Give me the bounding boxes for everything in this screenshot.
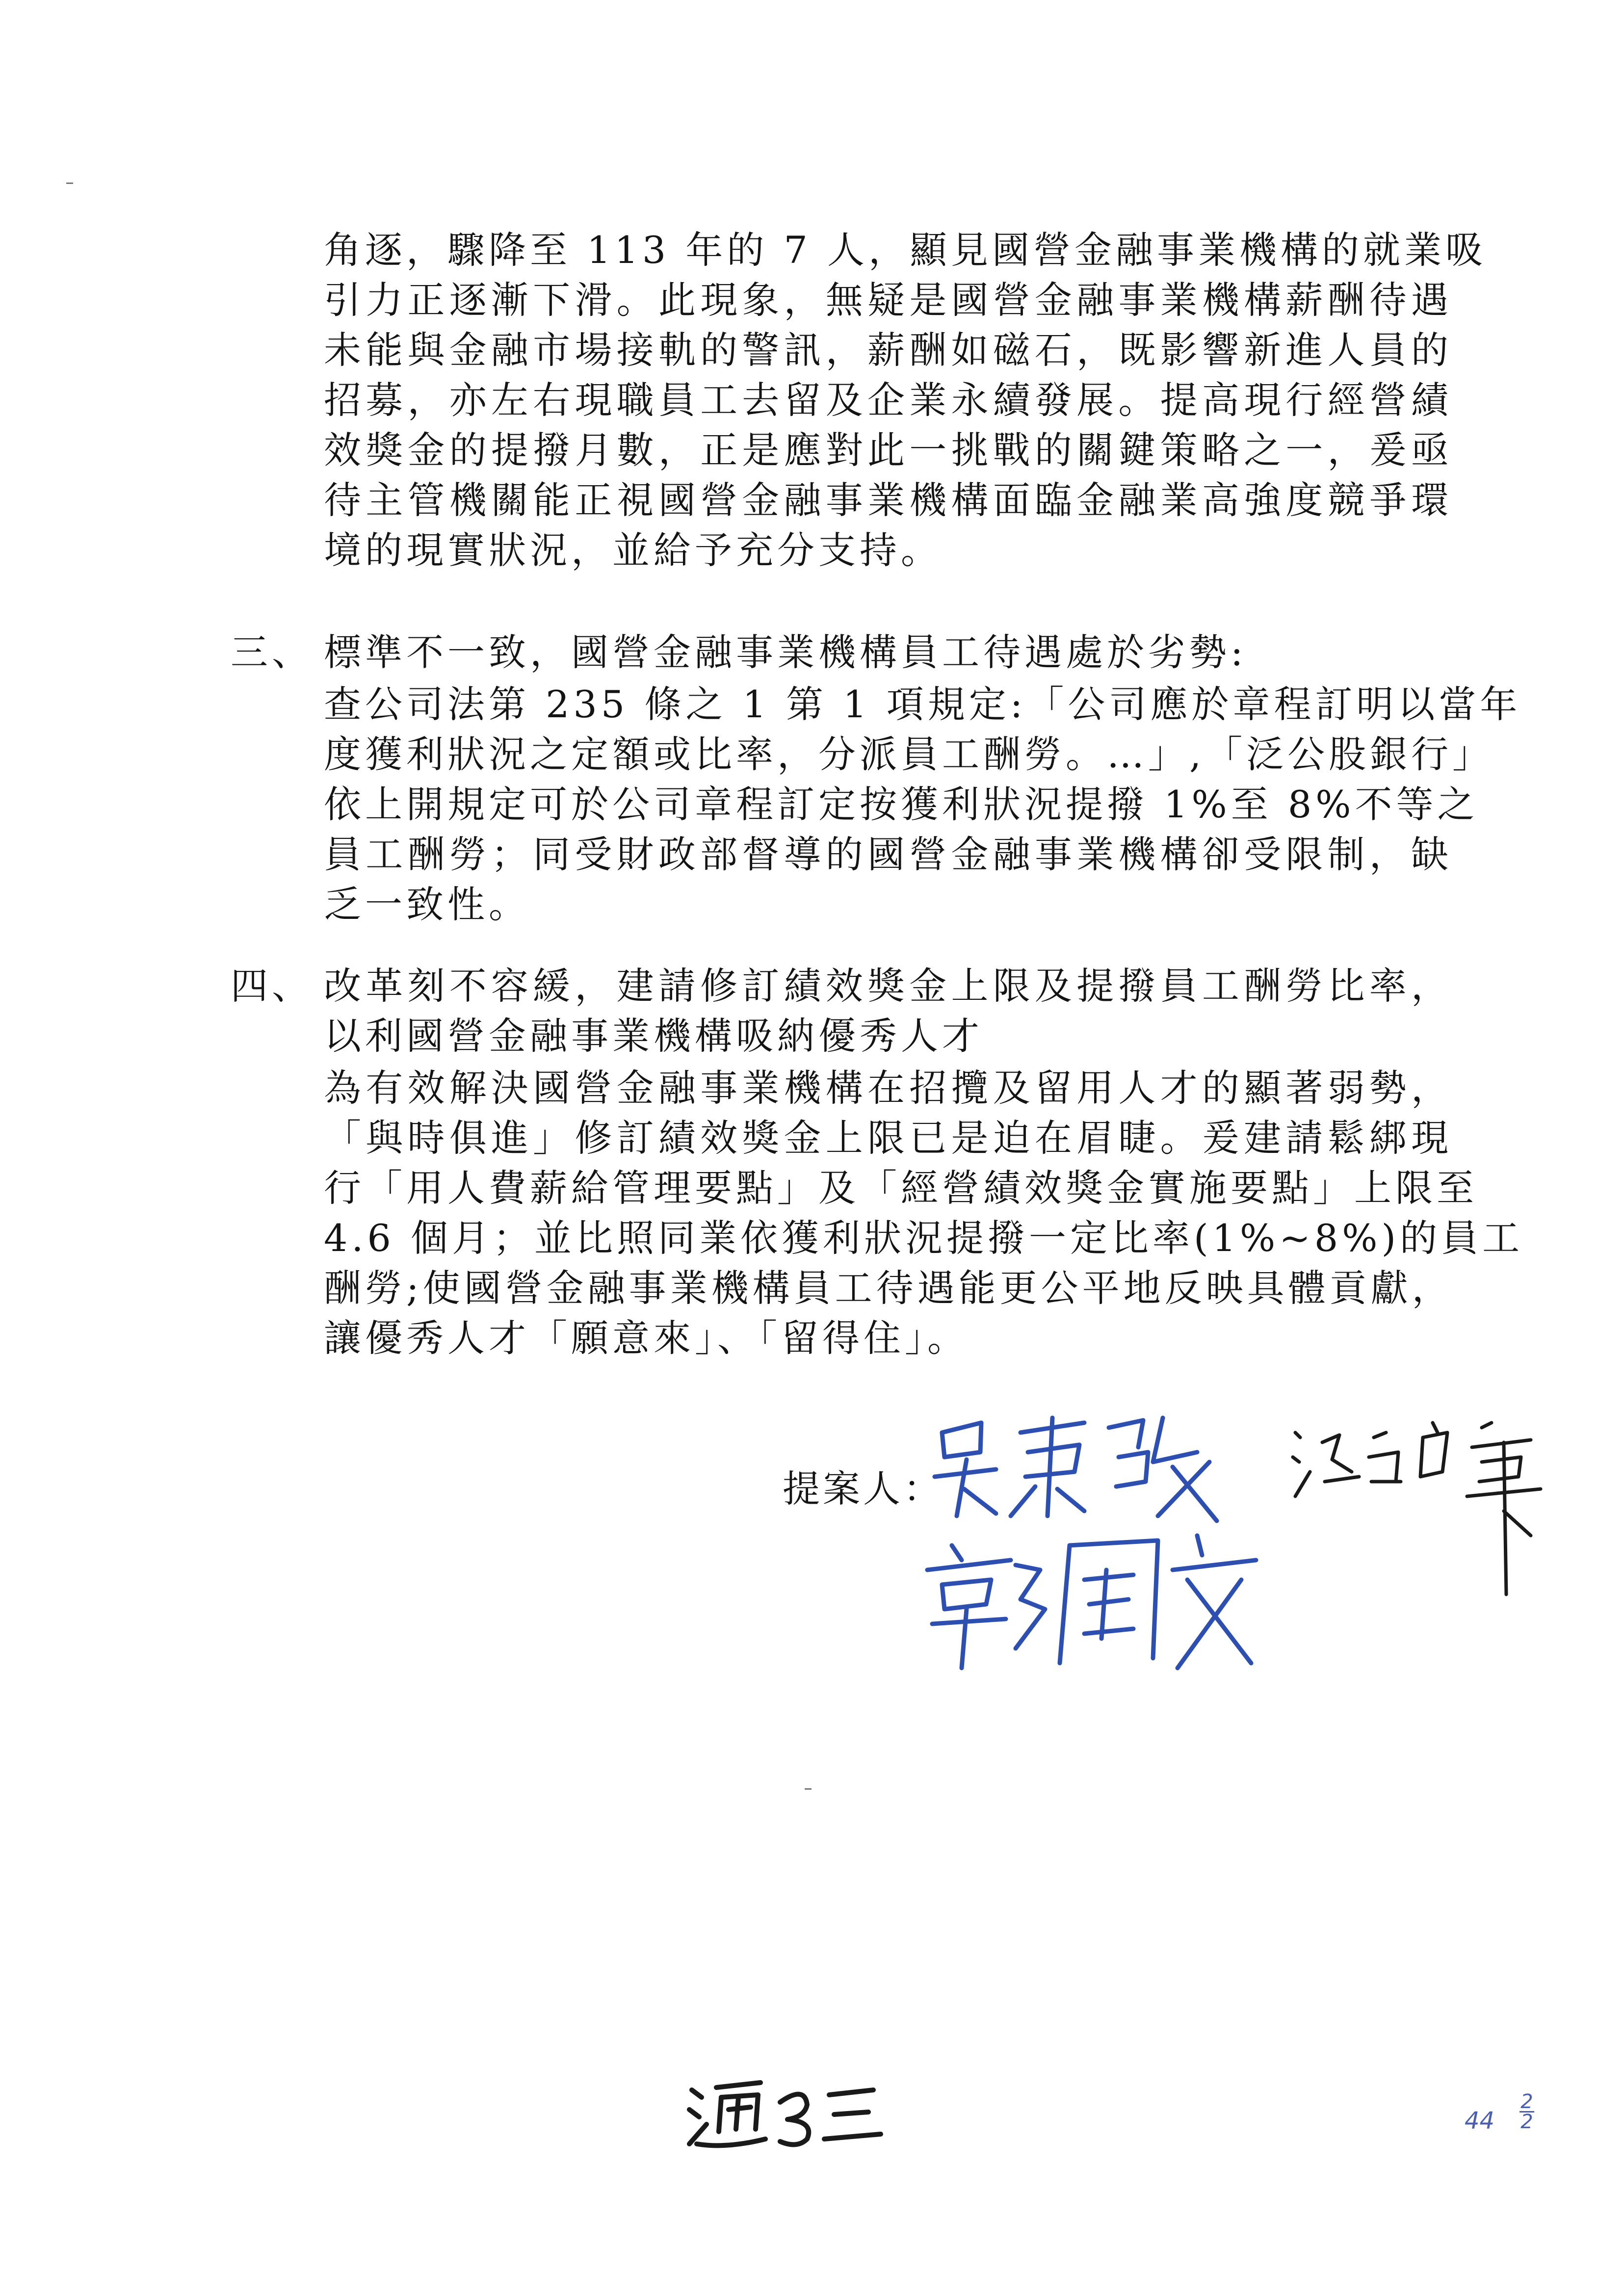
paragraph-line: 招募，亦左右現職員工去留及企業永續發展。提高現行經營績 <box>324 378 1452 422</box>
section-3-line: 乏一致性。 <box>324 883 530 926</box>
paragraph-line: 引力正逐漸下滑。此現象，無疑是國營金融事業機構薪酬待遇 <box>324 278 1452 322</box>
paragraph-line: 境的現實狀況，並給予充分支持。 <box>324 528 942 572</box>
signature-1 <box>922 1403 1227 1531</box>
page-number-fraction <box>1519 2092 1534 2131</box>
section-4-line: 為有效解決國營金融事業機構在招攬及留用人才的顯著弱勢， <box>324 1066 1452 1110</box>
page-number <box>1465 2090 1533 2135</box>
section-4-line: 行「用人費薪給管理要點」及「經營績效獎金實施要點」上限至 <box>324 1166 1478 1210</box>
paragraph-line: 未能與金融市場接軌的警訊，薪酬如磁石，既影響新進人員的 <box>324 328 1452 372</box>
section-3-line: 依上開規定可於公司章程訂定按獲利狀況提撥 1%至 8%不等之 <box>324 783 1479 826</box>
section-3-heading: 標準不一致，國營金融事業機構員工待遇處於劣勢: <box>324 630 1247 674</box>
section-4-line: 酬勞;使國營金融事業機構員工待遇能更公平地反映具體貢獻， <box>324 1266 1453 1310</box>
section-4-line: 4.6 個月；並比照同業依獲利狀況提撥一定比率(1%~8%)的員工 <box>324 1216 1524 1260</box>
bottom-stamp <box>687 2075 893 2154</box>
scan-speck <box>805 1788 812 1790</box>
scan-speck <box>66 183 73 184</box>
section-3-line: 度獲利狀況之定額或比率，分派員工酬勞。…」,「泛公股銀行」 <box>324 732 1494 776</box>
paragraph-line: 待主管機關能正視國營金融事業機構面臨金融業高強度競爭環 <box>324 478 1452 522</box>
signature-2 <box>913 1526 1266 1673</box>
page-number-frac-top: 2 <box>1520 2090 1533 2113</box>
page-number-frac-bottom: 2 <box>1520 2111 1533 2133</box>
section-4-line: 讓優秀人才「願意來」、「留得住」。 <box>324 1316 969 1360</box>
paragraph-line: 角逐，驟降至 113 年的 7 人，顯見國營金融事業機構的就業吸 <box>324 228 1487 272</box>
section-4-heading: 改革刻不容緩，建請修訂績效獎金上限及提撥員工酬勞比率， <box>324 964 1452 1008</box>
proposer-label: 提案人： <box>783 1467 943 1511</box>
section-3-line: 員工酬勞；同受財政部督導的國營金融事業機構卻受限制，缺 <box>324 833 1452 876</box>
section-4-heading: 以利國營金融事業機構吸納優秀人才 <box>324 1014 983 1058</box>
section-3-number: 三、 <box>231 630 313 674</box>
page-number-main: 44 <box>1465 2107 1495 2135</box>
section-3-line: 查公司法第 235 條之 1 第 1 項規定:「公司應於章程訂明以當年 <box>324 682 1521 726</box>
section-4-line: 「與時俱進」修訂績效獎金上限已是迫在眉睫。爰建請鬆綁現 <box>324 1116 1452 1160</box>
paragraph-line: 效獎金的提撥月數，正是應對此一挑戰的關鍵策略之一，爰亟 <box>324 428 1452 472</box>
section-4-number: 四、 <box>231 964 313 1008</box>
signature-3 <box>1285 1413 1560 1599</box>
